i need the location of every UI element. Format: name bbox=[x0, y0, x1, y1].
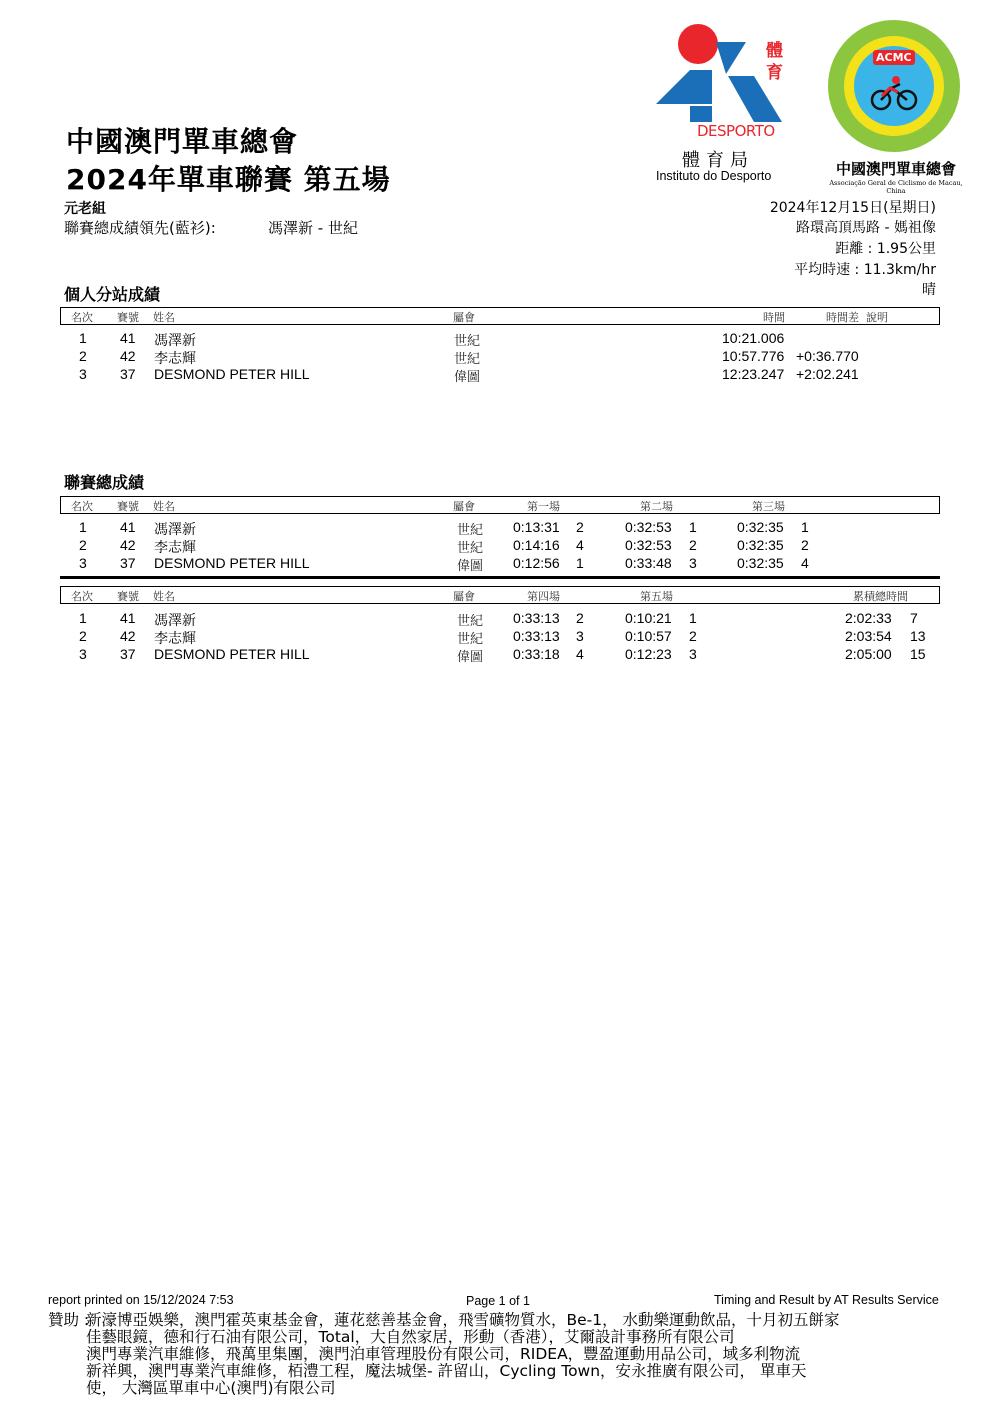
cell-gap: +0:36.770 bbox=[796, 348, 859, 364]
page-number: Page 1 of 1 bbox=[466, 1294, 530, 1308]
cell-round1-place: 2 bbox=[576, 519, 584, 535]
cell-bib: 37 bbox=[120, 555, 136, 571]
col-round3: 第三場 bbox=[752, 500, 785, 513]
cell-name: 李志輝 bbox=[154, 539, 196, 555]
cell-name: 馮澤新 bbox=[154, 612, 196, 628]
cell-club: 偉圖 bbox=[457, 650, 484, 665]
cell-round3-place: 2 bbox=[801, 537, 809, 553]
category-label: 元老組 bbox=[64, 201, 106, 217]
cell-time: 10:57.776 bbox=[722, 348, 785, 364]
overall-table2-header bbox=[60, 586, 940, 604]
col-name: 姓名 bbox=[153, 590, 175, 603]
cell-round4-time: 0:33:13 bbox=[513, 628, 560, 644]
cell-rank: 3 bbox=[79, 366, 87, 382]
acmc-emblem-icon bbox=[826, 18, 966, 156]
cell-round1-place: 4 bbox=[576, 537, 584, 553]
table-row bbox=[60, 628, 938, 646]
col-name: 姓名 bbox=[153, 500, 175, 513]
cell-time: 12:23.247 bbox=[722, 366, 785, 382]
cell-round2-place: 3 bbox=[689, 555, 697, 571]
sponsor-line: 新濠博亞娛樂，澳門霍英東基金會，蓮花慈善基金會，飛雪礦物質水，Be-1， 水動樂運動飲品，十月初五餅家 bbox=[86, 1311, 840, 1329]
desporto-side-char: 育 bbox=[766, 63, 783, 83]
stage-section-title: 個人分站成績 bbox=[64, 285, 161, 304]
desporto-cn-name: 體育局 bbox=[682, 150, 754, 171]
cell-total-time: 2:05:00 bbox=[845, 646, 892, 662]
sponsor-line: 使， 大灣區單車中心(澳門)有限公司 bbox=[86, 1379, 336, 1397]
sponsor-line: 新祥興，澳門專業汽車維修，栢澧工程，魔法城堡- 許留山，Cycling Town，安永推廣有限公司， 單車天 bbox=[86, 1362, 807, 1380]
col-bib: 賽號 bbox=[117, 590, 139, 603]
table-row bbox=[60, 646, 938, 664]
cell-bib: 42 bbox=[120, 537, 136, 553]
cell-club: 世紀 bbox=[457, 632, 484, 647]
cell-rank: 2 bbox=[79, 537, 87, 553]
overall-table1-header bbox=[60, 496, 940, 514]
table-row bbox=[60, 610, 938, 628]
col-bib: 賽號 bbox=[117, 311, 139, 324]
cell-club: 世紀 bbox=[454, 352, 481, 367]
cell-round4-place: 2 bbox=[576, 610, 584, 626]
cell-bib: 37 bbox=[120, 366, 136, 382]
cell-rank: 3 bbox=[79, 646, 87, 662]
leader-label: 聯賽總成績領先(藍衫): bbox=[64, 219, 216, 237]
col-total-time: 累積總時間 bbox=[853, 590, 908, 603]
acmc-cn-name: 中國澳門單車總會 bbox=[835, 160, 956, 178]
table-row bbox=[60, 348, 938, 366]
col-rank: 名次 bbox=[71, 500, 93, 513]
race-venue: 路環高頂馬路 - 媽祖像 bbox=[796, 220, 936, 236]
leader-value: 馮澤新 - 世紀 bbox=[268, 219, 358, 237]
cell-round4-place: 3 bbox=[576, 628, 584, 644]
cell-round2-place: 1 bbox=[689, 519, 697, 535]
sponsor-label: 贊助 : bbox=[48, 1311, 90, 1329]
cell-round4-time: 0:33:13 bbox=[513, 610, 560, 626]
col-gap: 時間差 bbox=[826, 311, 859, 324]
col-name: 姓名 bbox=[153, 311, 175, 324]
cell-club: 世紀 bbox=[457, 614, 484, 629]
cell-name: 馮澤新 bbox=[154, 332, 196, 348]
race-weather: 晴 bbox=[922, 282, 936, 298]
cell-round4-place: 4 bbox=[576, 646, 584, 662]
cell-rank: 3 bbox=[79, 555, 87, 571]
cell-name: 李志輝 bbox=[154, 630, 196, 646]
cell-club: 世紀 bbox=[454, 334, 481, 349]
cell-points: 7 bbox=[910, 610, 918, 626]
race-avg-speed: 平均時速 : 11.3km/hr bbox=[794, 262, 936, 278]
cell-rank: 1 bbox=[79, 519, 87, 535]
cell-bib: 42 bbox=[120, 628, 136, 644]
cell-round1-place: 1 bbox=[576, 555, 584, 571]
stage-table-header bbox=[60, 307, 940, 325]
desporto-wordmark: DESPORTO bbox=[697, 122, 775, 140]
cell-rank: 2 bbox=[79, 628, 87, 644]
col-round1: 第一場 bbox=[527, 500, 560, 513]
col-rank: 名次 bbox=[71, 311, 93, 324]
cell-round3-place: 1 bbox=[801, 519, 809, 535]
cell-rank: 1 bbox=[79, 610, 87, 626]
cell-bib: 41 bbox=[120, 519, 136, 535]
desporto-side-char: 體 bbox=[766, 41, 783, 61]
cell-name: DESMOND PETER HILL bbox=[154, 555, 310, 571]
cell-bib: 41 bbox=[120, 610, 136, 626]
cell-round2-place: 2 bbox=[689, 537, 697, 553]
timing-credit: Timing and Result by AT Results Service bbox=[714, 1293, 939, 1307]
col-club: 屬會 bbox=[453, 311, 475, 324]
desporto-logo bbox=[650, 22, 800, 187]
race-date: 2024年12月15日(星期日) bbox=[769, 200, 936, 216]
acmc-pt-name: Associação Geral de Ciclismo de Macau, China bbox=[829, 179, 963, 195]
cell-points: 15 bbox=[910, 646, 926, 662]
cell-club: 世紀 bbox=[457, 541, 484, 556]
cell-round2-time: 0:32:53 bbox=[625, 537, 672, 553]
cell-name: 李志輝 bbox=[154, 350, 196, 366]
cell-round3-time: 0:32:35 bbox=[737, 555, 784, 571]
sponsor-line: 澳門專業汽車維修，飛萬里集團，澳門泊車管理股份有限公司，RIDEA，豐盈運動用品公司，域多利物流 bbox=[86, 1345, 801, 1363]
cell-club: 偉圖 bbox=[457, 559, 484, 574]
cell-round1-time: 0:12:56 bbox=[513, 555, 560, 571]
col-round2: 第二場 bbox=[640, 500, 673, 513]
cell-round3-time: 0:32:35 bbox=[737, 519, 784, 535]
sponsor-line: 佳藝眼鏡，德和行石油有限公司，Total，大自然家居，形動（香港），艾爾設計事務所有限公司 bbox=[86, 1328, 735, 1346]
cell-bib: 41 bbox=[120, 330, 136, 346]
col-time: 時間 bbox=[763, 311, 785, 324]
table-row bbox=[60, 519, 938, 537]
cell-round1-time: 0:14:16 bbox=[513, 537, 560, 553]
cell-bib: 42 bbox=[120, 348, 136, 364]
table-row bbox=[60, 330, 938, 348]
cell-round3-time: 0:32:35 bbox=[737, 537, 784, 553]
overall-section-title: 聯賽總成績 bbox=[64, 473, 145, 492]
col-round4: 第四場 bbox=[527, 590, 560, 603]
cell-round5-time: 0:12:23 bbox=[625, 646, 672, 662]
acmc-badge: ACMC bbox=[873, 50, 915, 65]
cell-time: 10:21.006 bbox=[722, 330, 785, 346]
event-title: 2024年單車聯賽 第五場 bbox=[66, 163, 391, 196]
cell-club: 偉圖 bbox=[454, 370, 481, 385]
desporto-pt-name: Instituto do Desporto bbox=[656, 169, 772, 183]
cell-rank: 1 bbox=[79, 330, 87, 346]
cell-rank: 2 bbox=[79, 348, 87, 364]
cell-round3-place: 4 bbox=[801, 555, 809, 571]
table-row bbox=[60, 366, 938, 384]
cell-points: 13 bbox=[910, 628, 926, 644]
col-bib: 賽號 bbox=[117, 500, 139, 513]
cell-round5-time: 0:10:57 bbox=[625, 628, 672, 644]
cell-name: 馮澤新 bbox=[154, 521, 196, 537]
printed-timestamp: report printed on 15/12/2024 7:53 bbox=[48, 1293, 234, 1307]
table-separator bbox=[60, 576, 940, 579]
cell-club: 世紀 bbox=[457, 523, 484, 538]
col-round5: 第五場 bbox=[640, 590, 673, 603]
cell-round5-place: 3 bbox=[689, 646, 697, 662]
race-distance: 距離 : 1.95公里 bbox=[835, 241, 936, 257]
cell-total-time: 2:02:33 bbox=[845, 610, 892, 626]
cell-round2-time: 0:32:53 bbox=[625, 519, 672, 535]
cell-total-time: 2:03:54 bbox=[845, 628, 892, 644]
cell-round2-time: 0:33:48 bbox=[625, 555, 672, 571]
col-rank: 名次 bbox=[71, 590, 93, 603]
cell-gap: +2:02.241 bbox=[796, 366, 859, 382]
cell-round5-place: 2 bbox=[689, 628, 697, 644]
acmc-logo bbox=[826, 18, 966, 194]
table-row bbox=[60, 537, 938, 555]
cell-round1-time: 0:13:31 bbox=[513, 519, 560, 535]
cell-name: DESMOND PETER HILL bbox=[154, 366, 310, 382]
cell-round5-time: 0:10:21 bbox=[625, 610, 672, 626]
col-note: 說明 bbox=[866, 311, 888, 324]
cell-round4-time: 0:33:18 bbox=[513, 646, 560, 662]
cell-round5-place: 1 bbox=[689, 610, 697, 626]
cell-name: DESMOND PETER HILL bbox=[154, 646, 310, 662]
table-row bbox=[60, 555, 938, 573]
federation-title: 中國澳門單車總會 bbox=[66, 125, 299, 158]
col-club: 屬會 bbox=[453, 590, 475, 603]
col-club: 屬會 bbox=[453, 500, 475, 513]
cell-bib: 37 bbox=[120, 646, 136, 662]
